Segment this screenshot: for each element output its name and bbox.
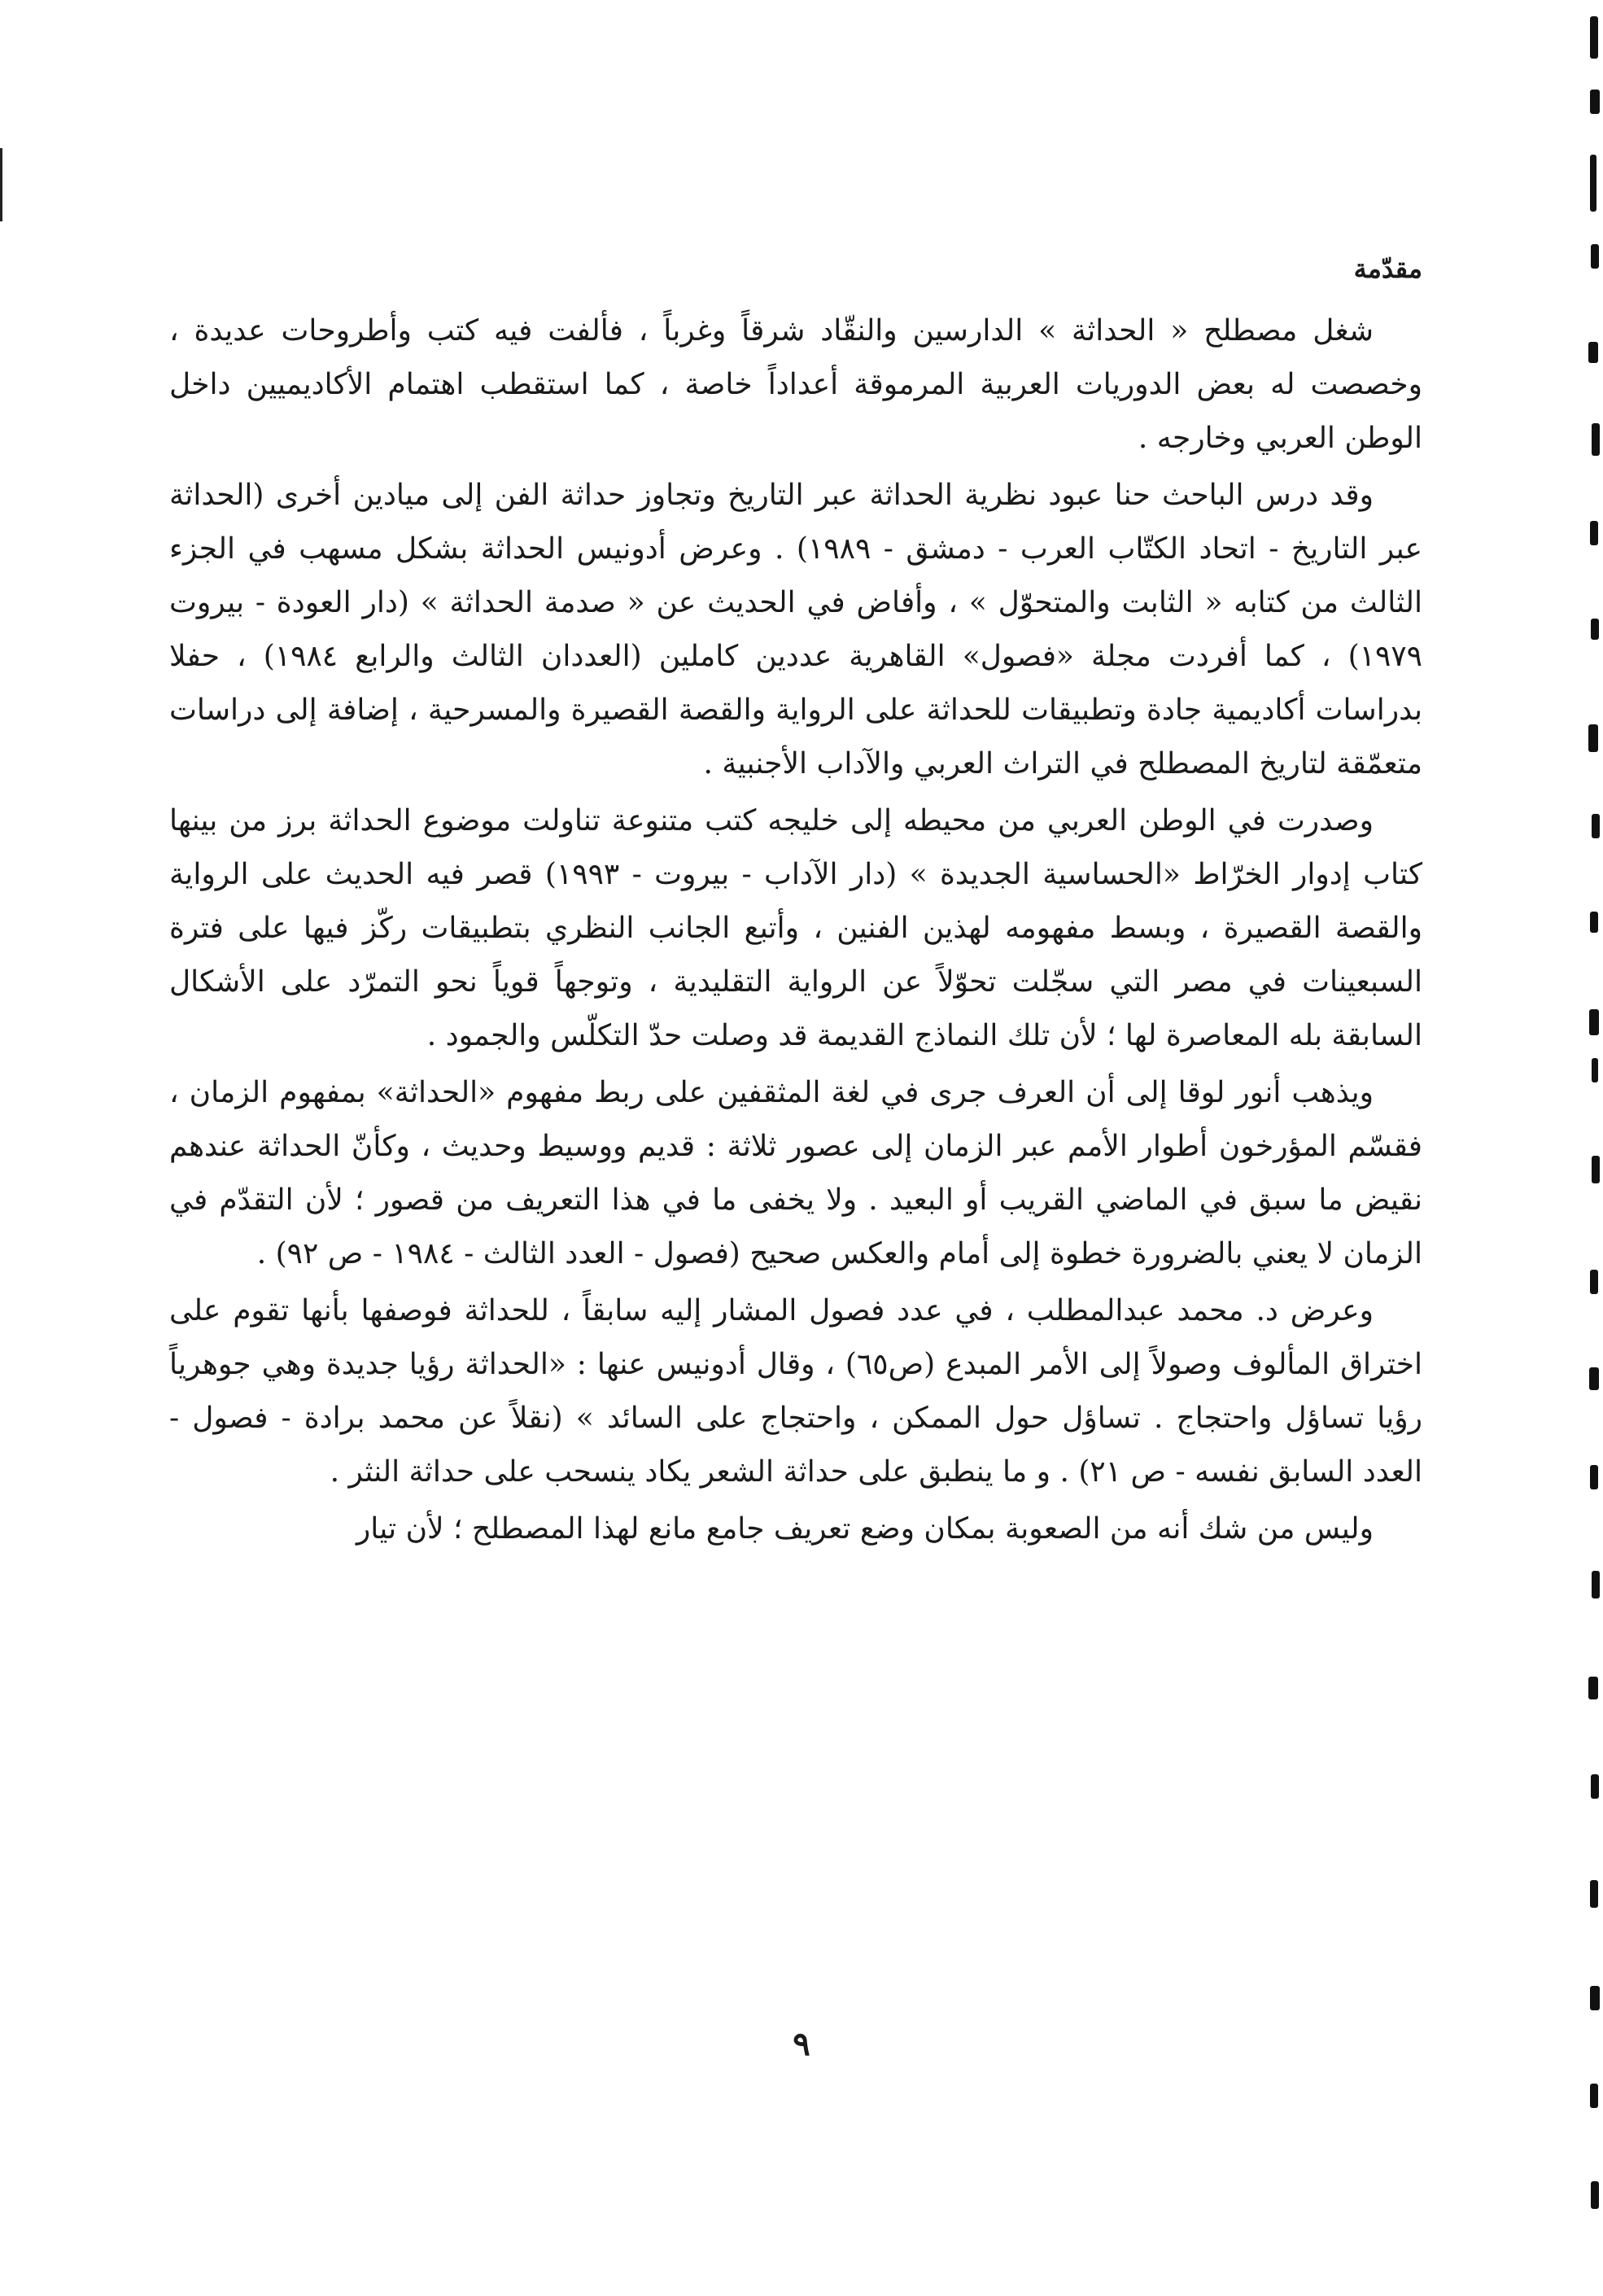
scan-right-edge-mark: [1590, 521, 1598, 545]
scan-right-edge-mark: [1590, 912, 1598, 933]
scan-right-edge-mark: [1590, 16, 1598, 59]
paragraph: وقد درس الباحث حنا عبود نظرية الحداثة عبر التاريخ وتجاوز حداثة الفن إلى ميادين أخرى (الحداثة عبر التاريخ - اتحاد الكتّاب العرب - دمشق - ١٩٨٩) . وعرض أدونيس الحداثة بشكل مسهب في الجزء الثالث من كتابه « الثابت والمتحوّل » ، وأفاض في الحديث عن « صدمة الحداثة » (دار العودة - بيروت ١٩٧٩) ، كما أفردت مجلة «فصول» القاهرية عددين كاملين (العددان الثالث والرابع ١٩٨٤) ، حفلا بدراسات أكاديمية جادة وتطبيقات للحداثة على الرواية والقصة القصيرة والمسرحية ، إضافة إلى دراسات متعمّقة لتاريخ المصطلح في التراث العربي والآداب الأجنبية .: [169, 479, 1423, 781]
scan-right-edge-mark: [1590, 90, 1600, 114]
scan-right-edge-mark: [1592, 814, 1600, 838]
scan-right-edge-mark: [1588, 724, 1598, 752]
scan-right-edge-mark: [1590, 1986, 1600, 2010]
scan-right-edge-mark: [1590, 155, 1596, 212]
scan-right-edge-mark: [1592, 1571, 1600, 1598]
scan-right-edge-mark: [1589, 1367, 1599, 1390]
page-number: ٩: [793, 2025, 810, 2063]
scan-right-edge-mark: [1591, 1774, 1599, 1799]
scan-right-edge-mark: [1590, 1465, 1598, 1489]
scan-right-edge-mark: [1588, 342, 1598, 363]
scan-right-edge-mark: [1591, 619, 1599, 640]
scan-left-edge-mark: [0, 148, 2, 221]
scan-right-edge-mark: [1592, 1156, 1600, 1183]
body-text: [169, 244, 1422, 1559]
scan-right-edge-mark: [1589, 1009, 1599, 1035]
section-heading: مقدّمة: [1353, 253, 1422, 284]
scan-right-edge-mark: [1590, 1270, 1598, 1294]
scan-right-edge-mark: [1592, 1058, 1598, 1082]
paragraph: وعرض د. محمد عبدالمطلب ، في عدد فصول المشار إليه سابقاً ، للحداثة فوصفها بأنها تقوم على اختراق المألوف وصولاً إلى الأمر المبدع (ص٦٥) ، وقال أدونيس عنها : «الحداثة رؤيا جديدة وهي جوهرياً رؤيا تساؤل واحتجاج . تساؤل حول الممكن ، واحتجاج على السائد » (نقلاً عن محمد برادة - فصول - العدد السابق نفسه - ص ٢١) . و ما ينطبق على حداثة الشعر يكاد ينسحب على حداثة النثر .: [169, 1294, 1423, 1489]
scan-right-edge-mark: [1590, 2084, 1598, 2108]
paragraph: وصدرت في الوطن العربي من محيطه إلى خليجه كتب متنوعة تناولت موضوع الحداثة برز من بينها كتاب إدوار الخرّاط «الحساسية الجديدة » (دار الآداب - بيروت - ١٩٩٣) قصر فيه الحديث على الرواية والقصة القصيرة ، وبسط مفهومه لهذين الفنين ، وأتبع الجانب النظري بتطبيقات ركّز فيها على فترة السبعينات في مصر التي سجّلت تحوّلاً عن الرواية التقليدية ، وتوجهاً قوياً نحو التمرّد على الأشكال السابقة بله المعاصرة لها ؛ لأن تلك النماذج القديمة قد وصلت حدّ التكلّس والجمود .: [169, 804, 1422, 1052]
scan-right-edge-mark: [1591, 2181, 1599, 2209]
paragraph: ويذهب أنور لوقا إلى أن العرف جرى في لغة المثقفين على ربط مفهوم «الحداثة» بمفهوم الزمان ، فقسّم المؤرخون أطوار الأمم عبر الزمان إلى عصور ثلاثة : قديم ووسيط وحديث ، وكأنّ الحداثة عندهم نقيض ما سبق في الماضي القريب أو البعيد . ولا يخفى ما في هذا التعريف من قصور ؛ لأن التقدّم في الزمان لا يعني بالضرورة خطوة إلى أمام والعكس صحيح (فصول - العدد الثالث - ١٩٨٤ - ص ٩٢) .: [169, 1076, 1422, 1270]
scan-right-edge-mark: [1590, 1880, 1598, 1908]
scan-right-edge-mark: [1588, 1677, 1598, 1699]
paragraph: وليس من شك أنه من الصعوبة بمكان وضع تعريف جامع مانع لهذا المصطلح ؛ لأن تيار: [356, 1512, 1374, 1546]
scan-right-edge-mark: [1592, 423, 1600, 456]
scan-right-edge-mark: [1591, 244, 1599, 269]
paragraph: شغل مصطلح « الحداثة » الدارسين والنقّاد شرقاً وغرباً ، فألفت فيه كتب وأطروحات عديدة ، وخصصت له بعض الدوريات العربية المرموقة أعداداً خاصة ، كما استقطب اهتمام الأكاديميين داخل الوطن العربي وخارجه .: [169, 314, 1422, 455]
